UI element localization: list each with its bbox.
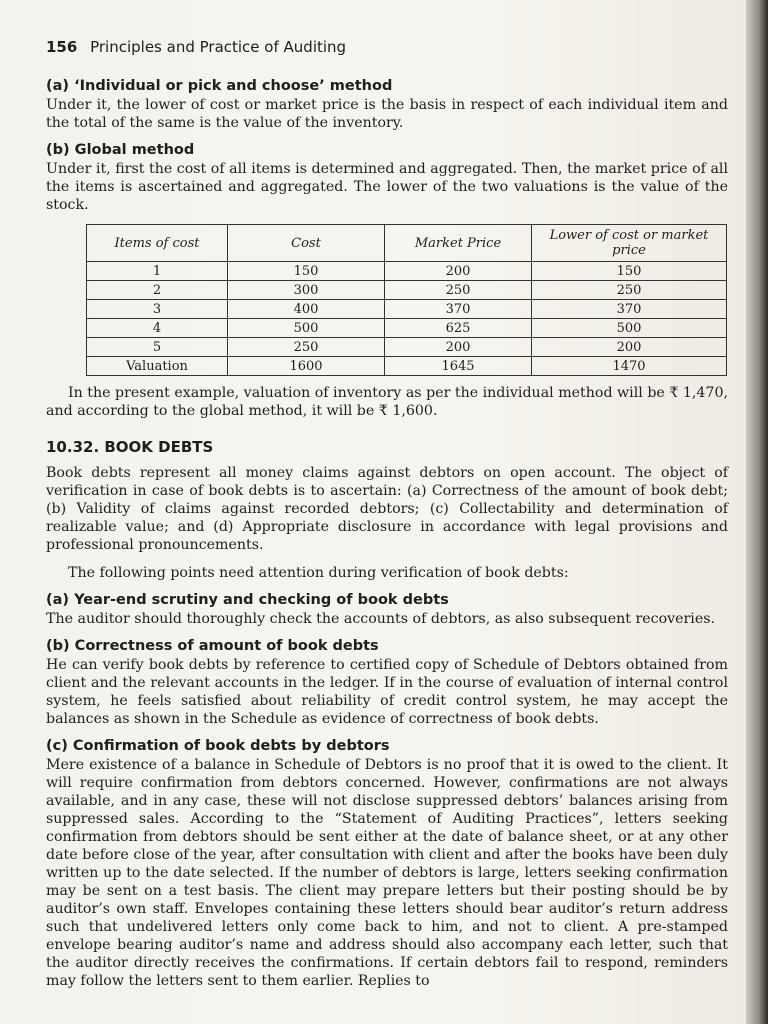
table-row — [87, 338, 727, 357]
section-b-text: Under it, first the cost of all items is determined and aggregated. Then, the market price of all the items is ascertained and aggregated. The lower of the two valuations is the value of the stock. — [46, 161, 728, 213]
page-header — [46, 38, 728, 56]
table-cell: 1600 — [228, 357, 385, 376]
table-cell: 500 — [532, 319, 727, 338]
table-cell: Valuation — [87, 357, 228, 376]
table-cell: 250 — [532, 281, 727, 300]
example-text: In the present example, valuation of inventory as per the individual method will be ₹ 1,470, and according to the global method, it will be ₹ 1,600. — [46, 385, 728, 419]
table-cell: 1470 — [532, 357, 727, 376]
book-debts-points-intro: The following points need attention during verification of book debts: — [68, 565, 569, 581]
book-debts-intro: Book debts represent all money claims against debtors on open account. The object of verification in case of book debts is to ascertain: (a) Correctness of the amount of book debt; (b) Validity of claims against recorded debtors; (c) Collectability and determination of realizable value; and (d) Appropriate disclosure in accordance with legal provisions and professional pronouncements. — [46, 465, 728, 553]
table-header-cell: Items of cost — [87, 225, 228, 262]
table-cell: 400 — [228, 300, 385, 319]
table-header-cell: Market Price — [385, 225, 532, 262]
table-cell: 150 — [532, 262, 727, 281]
table-cell: 500 — [228, 319, 385, 338]
sub-b-text: He can verify book debts by reference to certified copy of Schedule of Debtors obtained from client and the relevant accounts in the ledger. If in the course of evaluation of internal control system, he feels satisfied about reliability of credit control system, he may accept the balances as shown in the Schedule as evidence of correctness of book debts. — [46, 657, 728, 727]
book-title: Principles and Practice of Auditing — [90, 38, 347, 56]
page-number: 156 — [46, 38, 78, 56]
table-header-cell: Cost — [228, 225, 385, 262]
table-cell: 4 — [87, 319, 228, 338]
table-row — [87, 281, 727, 300]
table-cell: 250 — [385, 281, 532, 300]
book-spine-shadow — [746, 0, 768, 1024]
inventory-valuation-table — [86, 224, 727, 376]
section-a-heading: (a) ‘Individual or pick and choose’ method — [46, 78, 393, 94]
table-cell: 200 — [385, 262, 532, 281]
table-cell: 200 — [385, 338, 532, 357]
table-cell: 1645 — [385, 357, 532, 376]
book-debts-heading: 10.32. BOOK DEBTS — [46, 438, 214, 456]
sub-a-heading: (a) Year-end scrutiny and checking of book debts — [46, 592, 449, 608]
table-cell: 300 — [228, 281, 385, 300]
sub-b-heading: (b) Correctness of amount of book debts — [46, 638, 379, 654]
sub-c-text: Mere existence of a balance in Schedule of Debtors is no proof that it is owed to the client. It will require confirmation from debtors concerned. However, confirmations are not always available, and in any case, these will not disclose suppressed debtors’ balances arising from suppressed sales. According to the “Statement of Auditing Practices”, letters seeking confirmation from debtors should be sent either at the date of balance sheet, or at any other date before close of the year, after consultation with client and after the books have been duly written up to the date selected. If the number of debtors is large, letters seeking confirmation may be sent on a test basis. The client may prepare letters but their posting should be by auditor’s own staff. Envelopes containing these letters should bear auditor’s return address such that undelivered letters only come back to him, and not to client. A pre-stamped envelope bearing auditor’s name and address should also accompany each letter, such that the auditor directly receives the confirmations. If certain debtors fail to respond, reminders may follow the letters sent to them earlier. Replies to — [46, 757, 728, 989]
table-cell: 370 — [532, 300, 727, 319]
table-cell: 5 — [87, 338, 228, 357]
table-cell: 625 — [385, 319, 532, 338]
table-cell: 1 — [87, 262, 228, 281]
table-row — [87, 319, 727, 338]
table-total-row — [87, 357, 727, 376]
table-cell: 3 — [87, 300, 228, 319]
table-cell: 250 — [228, 338, 385, 357]
sub-a-text: The auditor should thoroughly check the accounts of debtors, as also subsequent recoveries. — [46, 611, 716, 627]
table-header-cell: Lower of cost or market price — [532, 225, 727, 262]
table-header-row — [87, 225, 727, 262]
table-row — [87, 300, 727, 319]
section-a-text: Under it, the lower of cost or market price is the basis in respect of each individual item and the total of the same is the value of the inventory. — [46, 97, 728, 131]
table-cell: 2 — [87, 281, 228, 300]
table-cell: 200 — [532, 338, 727, 357]
section-b-heading: (b) Global method — [46, 142, 195, 158]
table-row — [87, 262, 727, 281]
sub-c-heading: (c) Confirmation of book debts by debtors — [46, 738, 390, 754]
table-cell: 370 — [385, 300, 532, 319]
table-cell: 150 — [228, 262, 385, 281]
